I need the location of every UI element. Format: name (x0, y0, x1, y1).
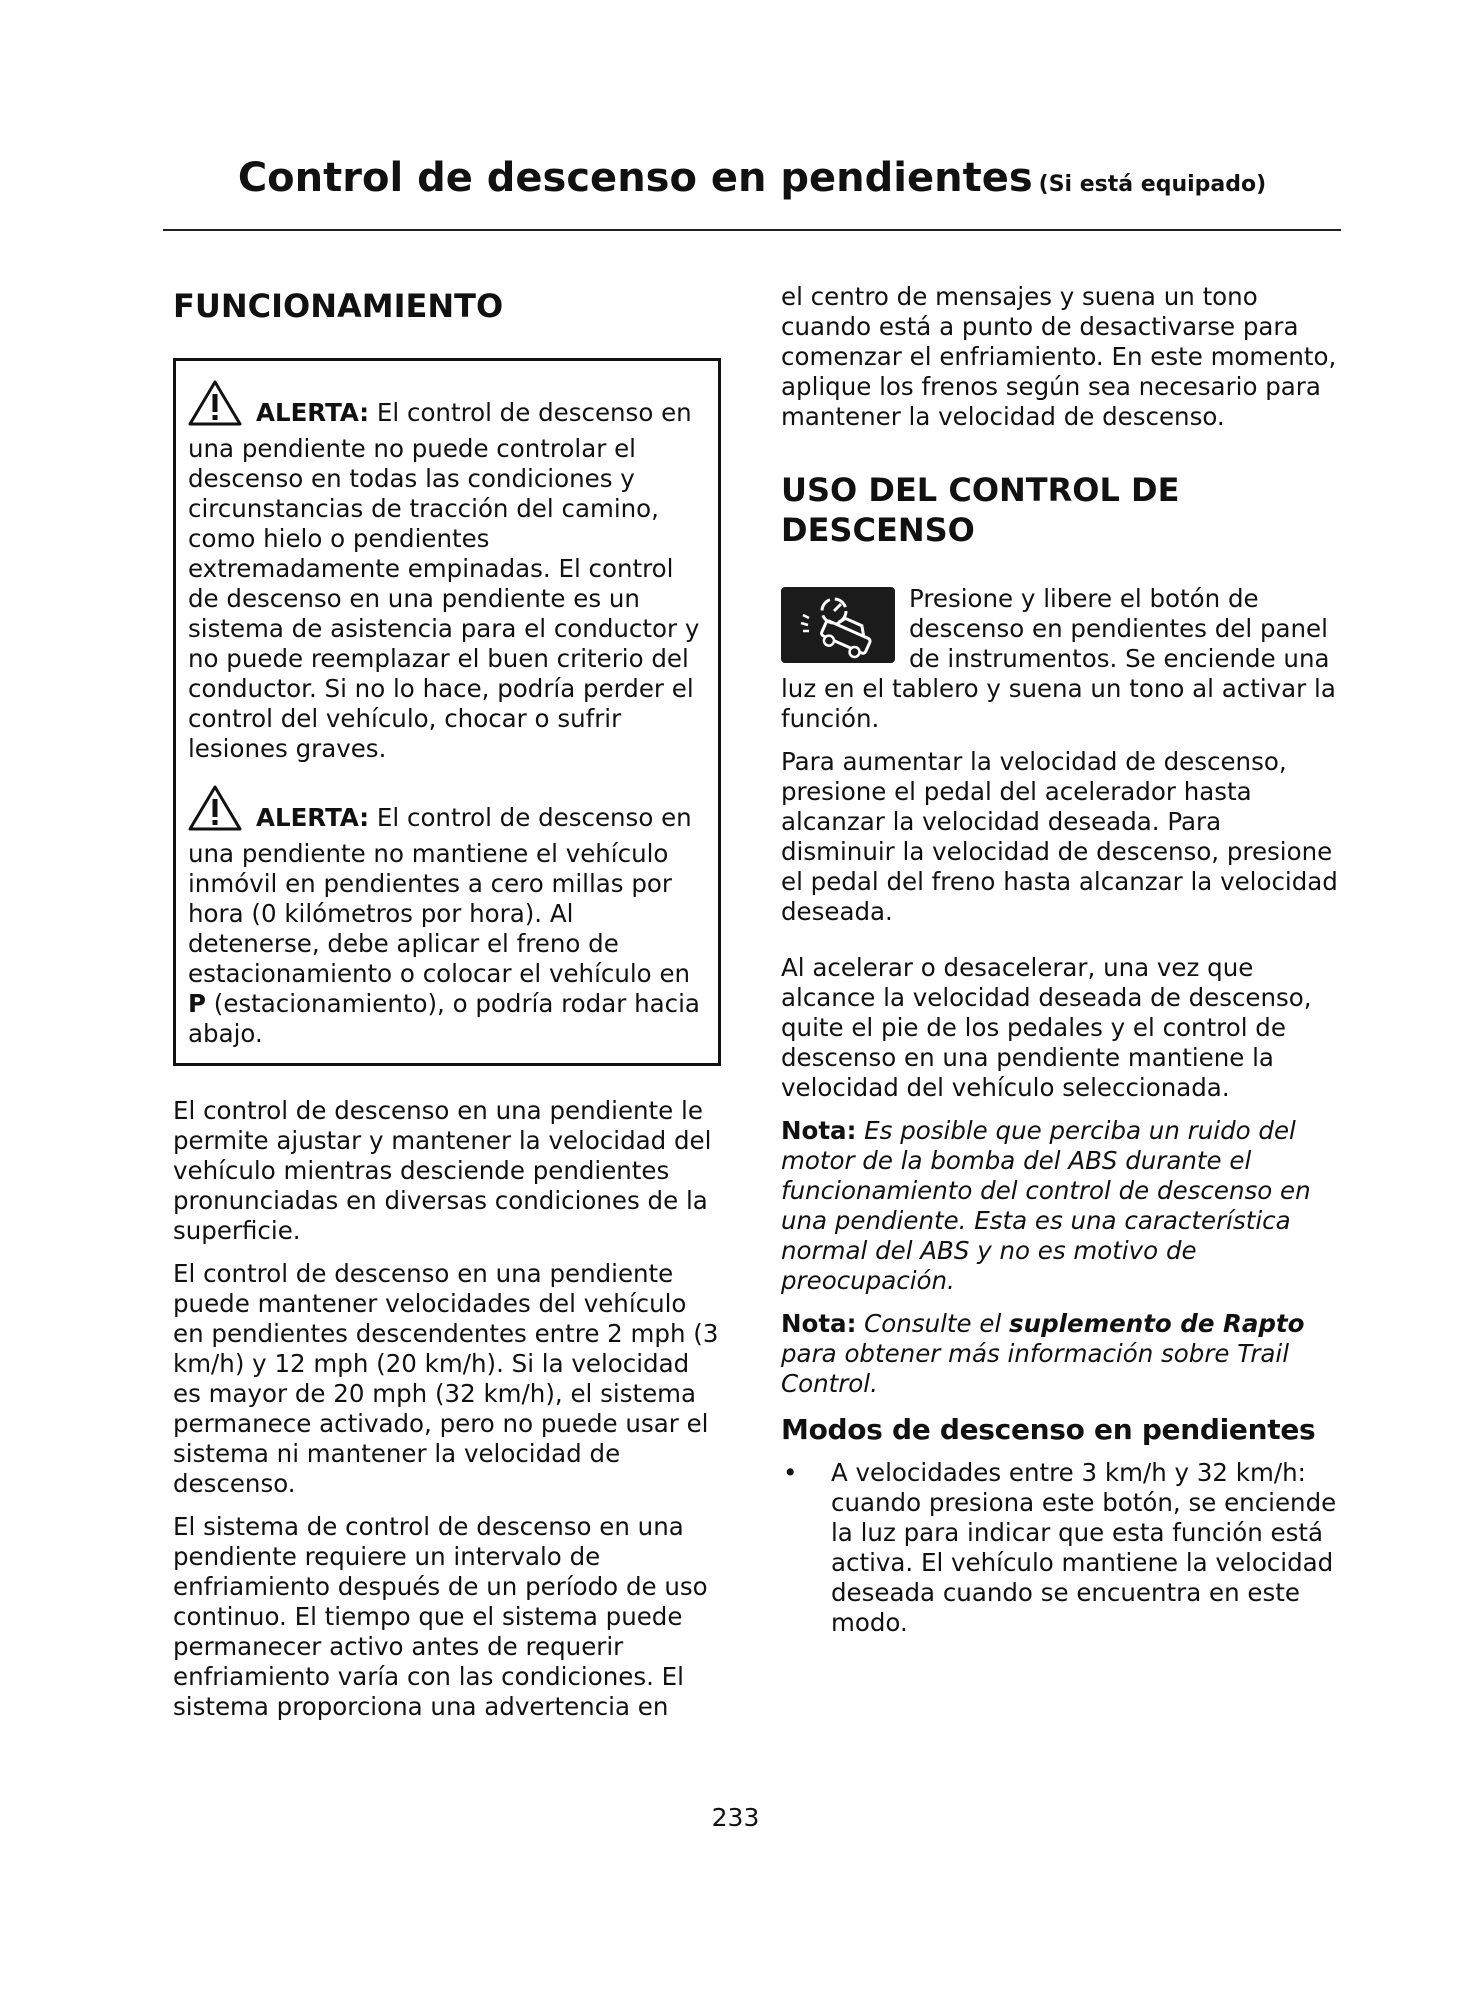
paragraph: El control de descenso en una pendiente le permite ajustar y mantener la velocidad del vehículo mientras desciende pendientes pronunciadas en diversas condiciones de la superficie. (173, 1096, 712, 1245)
note-text: Consulte el (856, 1309, 1010, 1338)
section-heading-funcionamiento: FUNCIONAMIENTO (173, 287, 504, 325)
paragraph-continued: el centro de mensajes y suena un tono cuando está a punto de desactivarse para comenzar el enfriamiento. En este momento, aplique los frenos según sea necesario para mantener la velocidad de descenso. (781, 282, 1337, 431)
page-number: 233 (711, 1803, 760, 1832)
paragraph: El control de descenso en una pendiente puede mantener velocidades del vehículo en pendientes descendentes entre 2 mph (3 km/h) y 12 mph (20 km/h). Si la velocidad es mayor de 20 mph (32 km/h), el sistema permanece activado, pero no puede usar el sistema ni mantener la velocidad de descenso. (173, 1259, 719, 1498)
note-1 (781, 1116, 1341, 1296)
bullet-dot-icon: • (783, 1458, 798, 1487)
alert-label: ALERTA: (256, 398, 370, 427)
left-column (173, 282, 721, 1735)
note-label: Nota: (781, 1116, 857, 1145)
bullet-item (781, 1458, 1341, 1638)
warning-2 (188, 784, 708, 1049)
note-text: para obtener más información sobre Trail Control. (781, 1339, 1290, 1398)
hill-descent-control-icon (781, 587, 895, 663)
bullet-text: A velocidades entre 3 km/h y 32 km/h: cuando presiona este botón, se enciende la luz para indicar que esta función está activa. El vehículo mantiene la velocidad deseada cuando se encuentra en este modo. (831, 1458, 1337, 1637)
paragraph: El sistema de control de descenso en una pendiente requiere un intervalo de enfriamiento después de un período de uso continuo. El tiempo que el sistema puede permanecer activo antes de requerir enfriamiento varía con las condiciones. El sistema proporciona una advertencia en (173, 1512, 708, 1721)
paragraph: Al acelerar o desacelerar, una vez que alcance la velocidad deseada de descenso, quite el pie de los pedales y el control de descenso en una pendiente mantiene la velocidad del vehículo seleccionada. (781, 953, 1312, 1102)
icon-paragraph (781, 584, 1341, 747)
note-label: Nota: (781, 1309, 857, 1338)
page-header (163, 155, 1341, 231)
subsection-heading-modos: Modos de descenso en pendientes (781, 1413, 1316, 1446)
note-2 (781, 1309, 1341, 1399)
warning-text: El control de descenso en una pendiente no mantiene el vehículo inmóvil en pendientes a cero millas por hora (0 kilómetros por hora). Al detenerse, debe aplicar el freno de estacionamiento o colocar el vehículo en (188, 803, 692, 988)
park-gear-label: P (188, 989, 206, 1018)
warning-1 (188, 379, 708, 764)
warning-text: El control de descenso en una pendiente no puede controlar el descenso en todas las condiciones y circunstancias de tracción del camino, como hielo o pendientes extremadamente empinadas. El control de descenso en una pendiente es un sistema de asistencia para el conductor y no puede reemplazar el buen criterio del conductor. Si no lo hace, podría perder el control del vehículo, chocar o sufrir lesiones graves. (188, 398, 700, 763)
page-subtitle: (Si está equipado) (1038, 172, 1267, 197)
warning-triangle-icon (188, 784, 242, 839)
right-column (781, 282, 1341, 1638)
alert-label: ALERTA: (256, 803, 370, 832)
page-title: Control de descenso en pendientes (237, 155, 1033, 201)
paragraph: Presione y libere el botón de descenso en pendientes del panel de instrumentos. Se enciende una luz en el tablero y suena un tono al activar la función. (781, 584, 1336, 733)
warning-text: (estacionamiento), o podría rodar hacia abajo. (188, 989, 700, 1048)
note-bold-ref: suplemento de Rapto (1009, 1309, 1305, 1338)
paragraph: Para aumentar la velocidad de descenso, presione el pedal del acelerador hasta alcanzar la velocidad deseada. Para disminuir la velocidad de descenso, presione el pedal del freno hasta alcanzar la velocidad deseada. (781, 747, 1338, 926)
section-heading-uso: USO DEL CONTROL DE DESCENSO (781, 471, 1180, 549)
warning-triangle-icon (188, 379, 242, 434)
note-text: Es posible que perciba un ruido del motor de la bomba del ABS durante el funcionamiento del control de descenso en una pendiente. Esta es una característica normal del ABS y no es motivo de preocupación. (781, 1116, 1311, 1295)
warning-box (173, 358, 721, 1066)
